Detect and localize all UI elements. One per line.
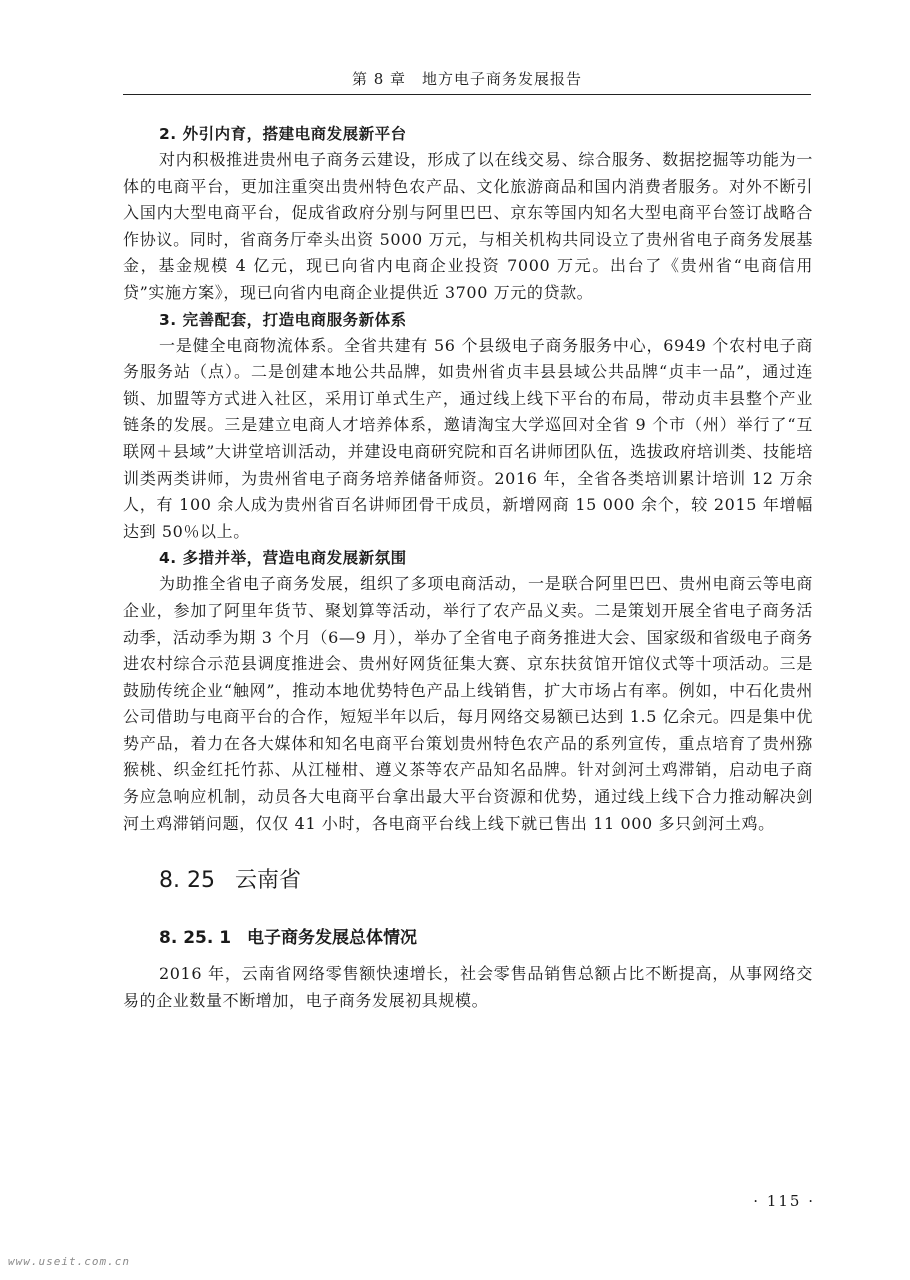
paragraph: 对内积极推进贵州电子商务云建设，形成了以在线交易、综合服务、数据挖掘等功能为一体的电商平台，更加注重突出贵州特色农产品、文化旅游商品和国内消费者服务。对外不断引入国内大型电商平台，促成省政府分别与阿里巴巴、京东等国内知名大型电商平台签订战略合作协议。同时，省商务厅牵头出资 5000 万元，与相关机构共同设立了贵州省电子商务发展基金，基金规模 4 亿元，现已向省内电商企业投资 7000 万元。出台了《贵州省“电商信用贷”实施方案》，现已向省内电商企业提供近 3700 万元的贷款。 [123,150,813,302]
subheading-2: 2. 外引内育，搭建电商发展新平台 [159,125,407,143]
running-head: 第 8 章 地方电子商务发展报告 [351,70,583,88]
section-title: 云南省 [235,868,302,894]
paragraph: 为助推全省电子商务发展，组织了多项电商活动，一是联合阿里巴巴、贵州电商云等电商企业，参加了阿里年货节、聚划算等活动，举行了农产品义卖。二是策划开展全省电子商务活动季，活动季为期 3 个月（6—9 月），举办了全省电子商务推进大会、国家级和省级电子商务进农村综合示范县调度推进会、贵州好网货征集大赛、京东扶贫馆开馆仪式等十项活动。三是鼓励传统企业“触网”，推动本地优势特色产品上线销售，扩大市场占有率。例如，中石化贵州公司借助与电商平台的合作，短短半年以后，每月网络交易额已达到 1.5 亿余元。四是集中优势产品，着力在各大媒体和知名电商平台策划贵州特色农产品的系列宣传，重点培育了贵州猕猴桃、织金红托竹荪、从江椪柑、遵义茶等农产品知名品牌。针对剑河土鸡滞销，启动电子商务应急响应机制，动员各大电商平台拿出最大平台资源和优势，通过线上线下合力推动解决剑河土鸡滞销问题，仅仅 41 小时，各电商平台线上线下就已售出 11 000 多只剑河土鸡。 [123,574,813,833]
page-body [123,121,813,1014]
paragraph: 2016 年，云南省网络零售额快速增长，社会零售品销售总额占比不断提高，从事网络交易的企业数量不断增加，电子商务发展初具规模。 [123,964,813,1010]
watermark: www.useit.com.cn [8,1255,130,1268]
subheading-4: 4. 多措并举，营造电商发展新氛围 [159,549,407,568]
header-rule [123,94,811,95]
section-heading [159,861,813,901]
subsection-heading [159,923,813,953]
section-number: 8. 25 [159,868,215,894]
page-number: · 115 · [753,1192,815,1210]
subheading-3: 3. 完善配套，打造电商服务新体系 [159,310,407,329]
subsection-number: 8. 25. 1 [159,928,232,949]
subsection-title: 电子商务发展总体情况 [247,928,417,949]
paragraph: 一是健全电商物流体系。全省共建有 56 个县级电子商务服务中心，6949 个农村电子商务服务站（点）。二是创建本地公共品牌，如贵州省贞丰县县域公共品牌“贞丰一品”，通过连锁、加盟等方式进入社区，采用订单式生产，通过线上线下平台的布局，带动贞丰县整个产业链条的发展。三是建立电商人才培养体系，邀请淘宝大学巡回对全省 9 个市（州）举行了“互联网＋县域”大讲堂培训活动，并建设电商研究院和百名讲师团队伍，选拔政府培训类、技能培训类两类讲师，为贵州省电子商务培养储备师资。2016 年，全省各类培训累计培训 12 万余人，有 100 余人成为贵州省百名讲师团骨干成员，新增网商 15 000 余个，较 2015 年增幅达到 50％以上。 [123,335,813,541]
